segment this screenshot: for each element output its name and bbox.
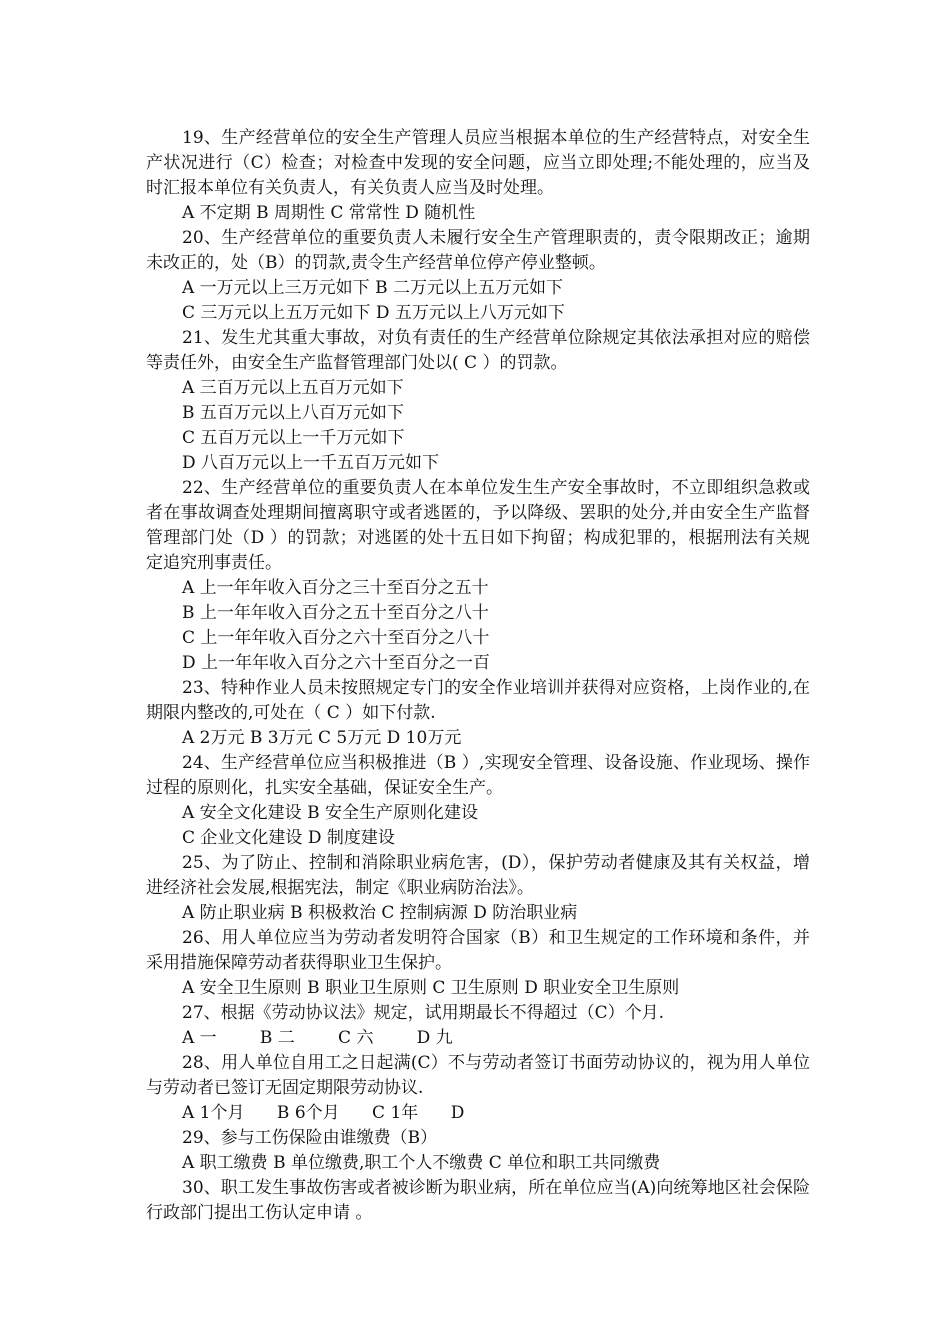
option-line: B 五百万元以上八百万元如下 (182, 403, 404, 423)
question-text: 25、为了防止、控制和消除职业病危害，(D），保护劳动者健康及其有关权益，增进经济社会发展,根据宪法，制定《职业病防治法》。 (146, 853, 810, 898)
option-line: B 上一年年收入百分之五十至百分之八十 (182, 603, 489, 623)
question-24 (146, 751, 810, 851)
option-line: A 职工缴费 B 单位缴费,职工个人不缴费 C 单位和职工共同缴费 (182, 1153, 661, 1173)
question-text: 27、根据《劳动协议法》规定，试用期最长不得超过（C）个月. (182, 1003, 665, 1023)
question-20 (146, 226, 810, 326)
option-line: A 三百万元以上五百万元如下 (182, 378, 404, 398)
question-text: 19、生产经营单位的安全生产管理人员应当根据本单位的生产经营特点，对安全生产状况进行（C）检查；对检查中发现的安全问题，应当立即处理;不能处理的，应当及时汇报本单位有关负责人，有关负责人应当及时处理。 (146, 128, 810, 198)
question-22 (146, 476, 810, 676)
question-26 (146, 926, 810, 1001)
question-19 (146, 126, 810, 226)
question-21 (146, 326, 810, 476)
option-line: A 防止职业病 B 积极救治 C 控制病源 D 防治职业病 (182, 903, 578, 923)
question-text: 22、生产经营单位的重要负责人在本单位发生生产安全事故时，不立即组织急救或者在事故调查处理期间擅离职守或者逃匿的，予以降级、罢职的处分,并由安全生产监督管理部门处（D ）的罚款；对逃匿的处十五日如下拘留；构成犯罪的，根据刑法有关规定追究刑事责任。 (146, 478, 810, 573)
option-line: A 一 B 二 C 六 D 九 (182, 1028, 453, 1048)
question-text: 29、参与工伤保险由谁缴费（B） (182, 1128, 438, 1148)
document-body (146, 126, 810, 1226)
question-text: 21、发生尤其重大事故，对负有责任的生产经营单位除规定其依法承担对应的赔偿等责任外，由安全生产监督管理部门处以( C ）的罚款。 (146, 328, 810, 373)
question-28 (146, 1051, 810, 1126)
question-text: 26、用人单位应当为劳动者发明符合国家（B）和卫生规定的工作环境和条件，并采用措施保障劳动者获得职业卫生保护。 (146, 928, 810, 973)
option-line: A 2万元 B 3万元 C 5万元 D 10万元 (182, 728, 462, 748)
option-line: A 一万元以上三万元如下 B 二万元以上五万元如下 (182, 278, 563, 298)
question-text: 24、生产经营单位应当积极推进（B ）,实现安全管理、设备设施、作业现场、操作过程的原则化，扎实安全基础，保证安全生产。 (146, 753, 810, 798)
option-line: C 三万元以上五万元如下 D 五万元以上八万元如下 (182, 303, 565, 323)
option-line: C 企业文化建设 D 制度建设 (182, 828, 395, 848)
option-line: D 上一年年收入百分之六十至百分之一百 (182, 653, 491, 673)
question-29 (146, 1126, 810, 1176)
question-27 (146, 1001, 810, 1051)
question-text: 30、职工发生事故伤害或者被诊断为职业病，所在单位应当(A)向统筹地区社会保险行政部门提出工伤认定申请 。 (146, 1178, 810, 1223)
question-25 (146, 851, 810, 926)
option-line: A 安全文化建设 B 安全生产原则化建设 (182, 803, 478, 823)
option-line: C 五百万元以上一千万元如下 (182, 428, 405, 448)
question-23 (146, 676, 810, 751)
option-line: C 上一年年收入百分之六十至百分之八十 (182, 628, 490, 648)
option-line: A 不定期 B 周期性 C 常常性 D 随机性 (182, 203, 476, 223)
option-line: A 上一年年收入百分之三十至百分之五十 (182, 578, 489, 598)
option-line: A 安全卫生原则 B 职业卫生原则 C 卫生原则 D 职业安全卫生原则 (182, 978, 680, 998)
question-text: 20、生产经营单位的重要负责人未履行安全生产管理职责的，责令限期改正；逾期未改正的，处（B）的罚款,责令生产经营单位停产停业整顿。 (146, 228, 810, 273)
question-30 (146, 1176, 810, 1226)
option-line: D 八百万元以上一千五百万元如下 (182, 453, 440, 473)
question-text: 23、特种作业人员未按照规定专门的安全作业培训并获得对应资格，上岗作业的,在期限内整改的,可处在（ C ）如下付款. (146, 678, 810, 723)
option-line: A 1个月 B 6个月 C 1年 D (182, 1103, 465, 1123)
question-text: 28、用人单位自用工之日起满(C）不与劳动者签订书面劳动协议的，视为用人单位与劳动者已签订无固定期限劳动协议. (146, 1053, 810, 1098)
